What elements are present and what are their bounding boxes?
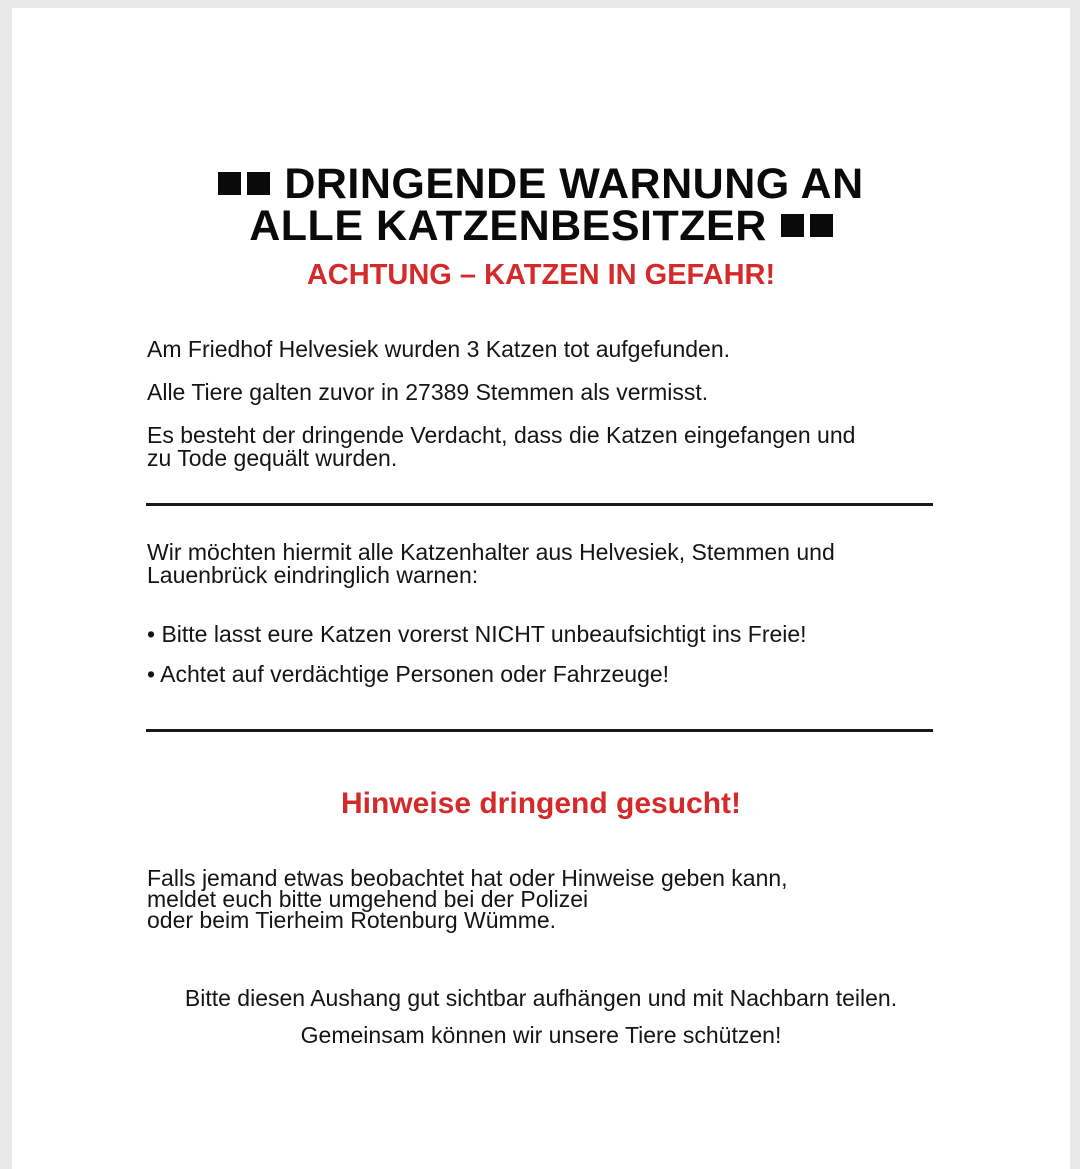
flyer-sheet	[12, 8, 1070, 1169]
closing-line-1: Bitte diesen Aushang gut sichtbar aufhängen und mit Nachbarn teilen.	[184, 985, 898, 1011]
title-text-2: ALLE KATZENBESITZER	[249, 202, 767, 250]
hints-heading: Hinweise dringend gesucht!	[340, 787, 742, 820]
warning-intro	[147, 541, 947, 587]
black-squares-icon	[218, 162, 270, 206]
black-squares-icon	[781, 204, 833, 248]
fact-2: Alle Tiere galten zuvor in 27389 Stemmen als vermisst.	[147, 379, 709, 405]
fact-3-line-2: zu Tode gequält wurden.	[147, 445, 398, 471]
fact-3	[147, 424, 947, 470]
title-line-1	[12, 162, 1070, 206]
warning-line-1: Wir möchten hiermit alle Katzenhalter aus Helvesiek, Stemmen und	[147, 539, 835, 565]
fact-1: Am Friedhof Helvesiek wurden 3 Katzen tot aufgefunden.	[147, 336, 731, 362]
bullet-1: • Bitte lasst eure Katzen vorerst NICHT unbeaufsichtigt ins Freie!	[147, 621, 807, 647]
hints-paragraph	[147, 865, 947, 933]
subtitle-alert: ACHTUNG – KATZEN IN GEFAHR!	[306, 259, 776, 291]
hints-line-1: Falls jemand etwas beobachtet hat oder Hinweise geben kann,	[147, 865, 788, 891]
title-line-2	[12, 204, 1070, 248]
title-text-1: DRINGENDE WARNUNG AN	[284, 160, 864, 208]
bullet-2: • Achtet auf verdächtige Personen oder Fahrzeuge!	[147, 661, 670, 687]
closing-line-2: Gemeinsam können wir unsere Tiere schützen!	[300, 1022, 782, 1048]
hints-line-2: meldet euch bitte umgehend bei der Polizei	[147, 886, 589, 912]
warning-line-2: Lauenbrück eindringlich warnen:	[147, 562, 479, 588]
divider-2	[146, 729, 933, 732]
hints-line-3: oder beim Tierheim Rotenburg Wümme.	[147, 907, 557, 933]
divider-1	[146, 503, 933, 506]
fact-3-line-1: Es besteht der dringende Verdacht, dass die Katzen eingefangen und	[147, 422, 856, 448]
